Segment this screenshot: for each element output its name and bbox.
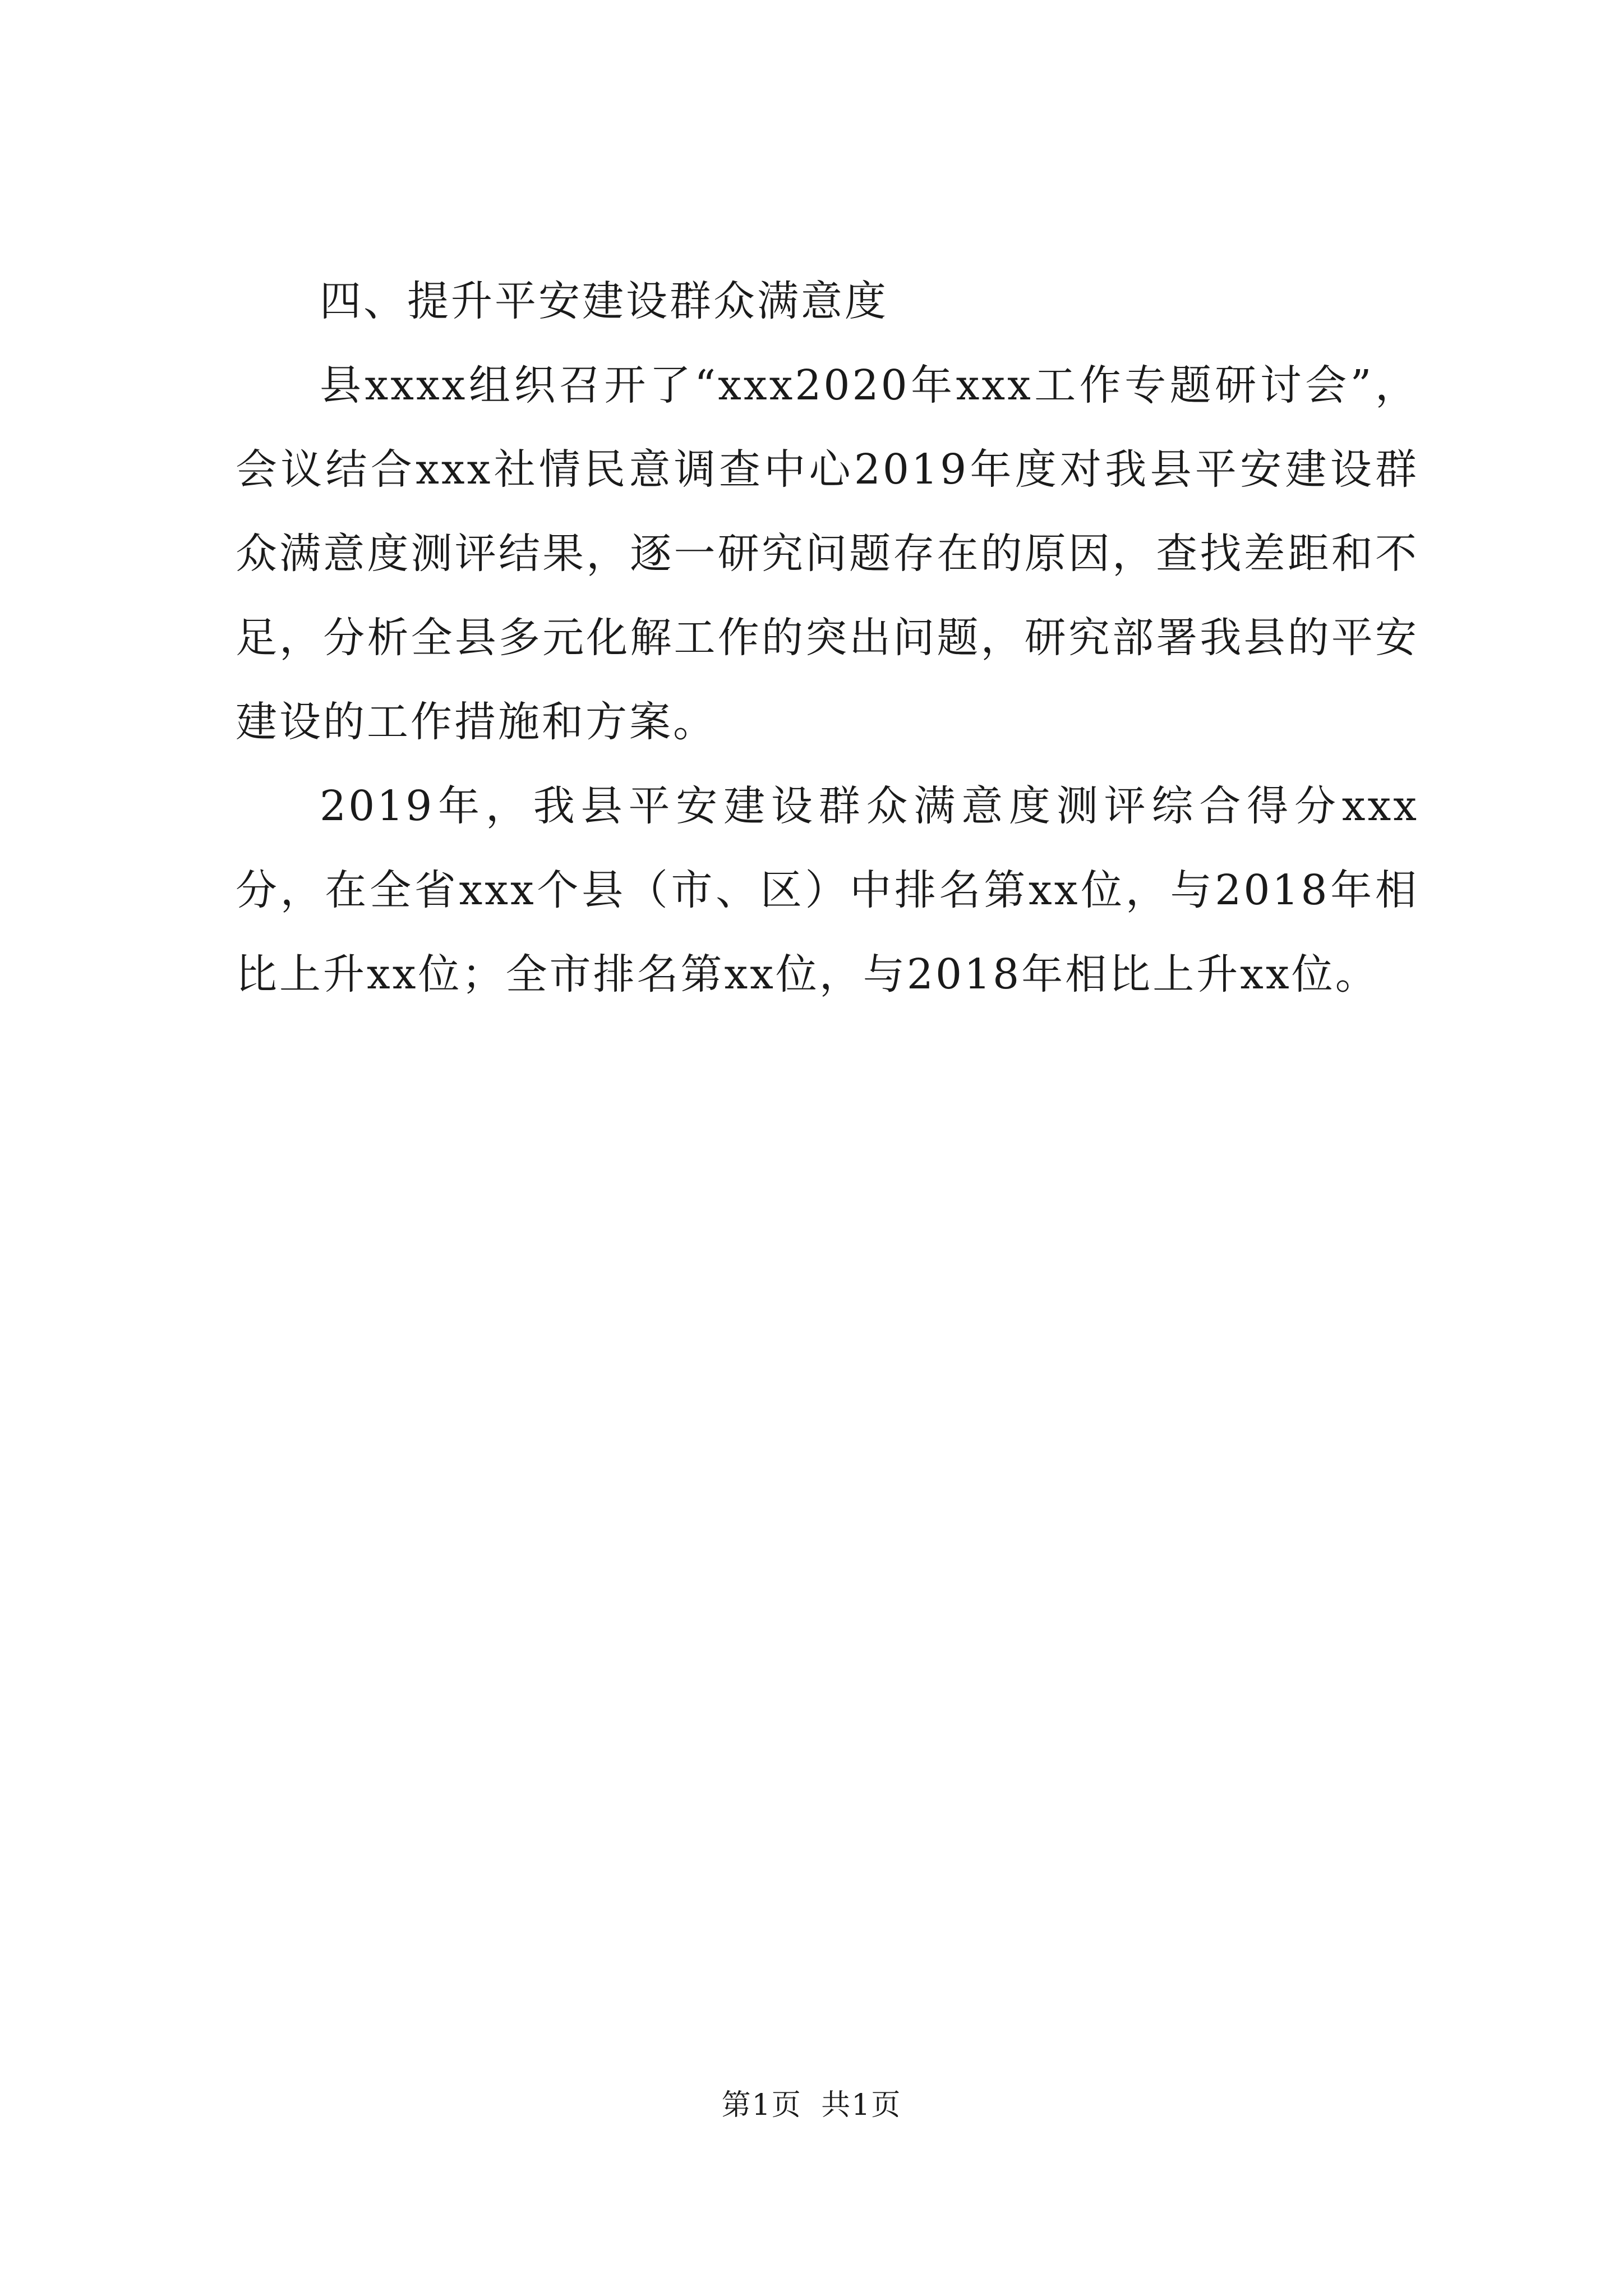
page-number: 第1页 <box>721 2088 802 2122</box>
paragraph-seminar: 县xxxx组织召开了“xxx2020年xxx工作专题研讨会”，会议结合xxx社情民意调查中心2019年度对我县平安建设群众满意度测评结果，逐一研究问题存在的原因，查找差距和不足，分析全县多元化解工作的突出问题，研究部署我县的平安建设的工作措施和方案。 <box>236 361 1419 746</box>
section-heading: 四、提升平安建设群众满意度 <box>320 277 888 325</box>
page-total: 共1页 <box>821 2088 902 2122</box>
document-body <box>236 259 1419 1016</box>
page-footer <box>0 2081 1623 2123</box>
paragraph-ranking: 2019年，我县平安建设群众满意度测评综合得分xxx分，在全省xxx个县（市、区）中排名第xx位，与2018年相比上升xx位；全市排名第xx位，与2018年相比上升xx位。 <box>236 782 1419 999</box>
